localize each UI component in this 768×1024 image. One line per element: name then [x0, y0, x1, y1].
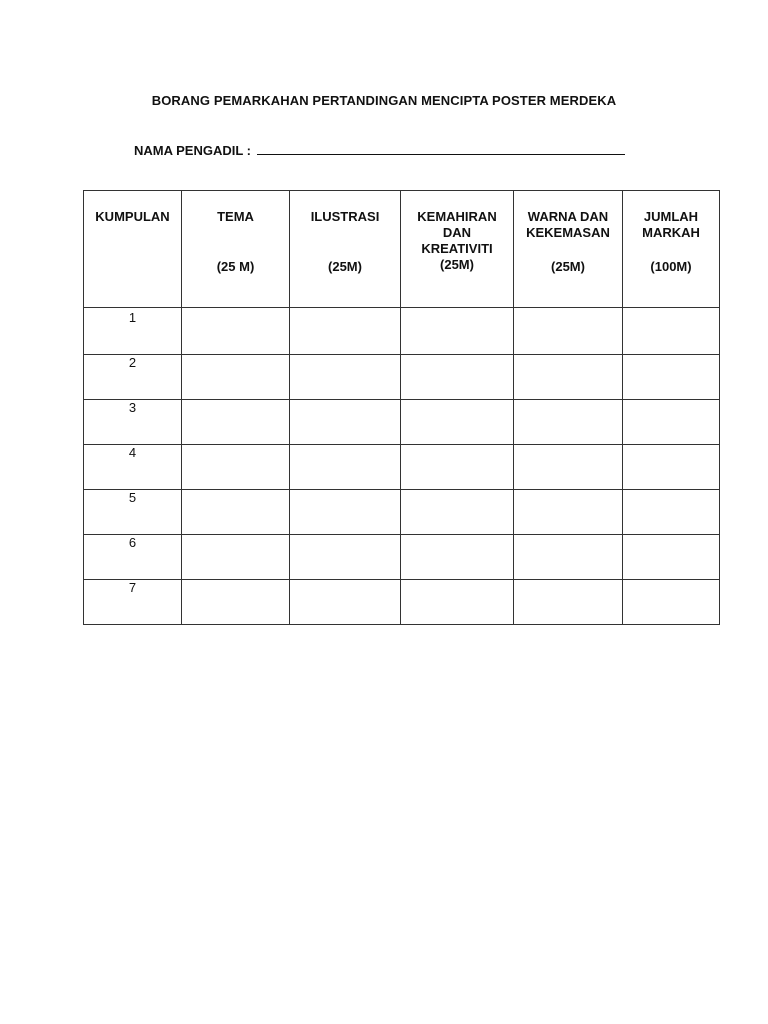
score-cell-ilustrasi[interactable] — [290, 535, 401, 580]
score-cell-warna[interactable] — [514, 535, 623, 580]
score-cell-tema[interactable] — [182, 445, 290, 490]
table-row — [84, 355, 720, 400]
table-row — [84, 490, 720, 535]
score-cell-kemahiran[interactable] — [401, 535, 514, 580]
score-cell-kemahiran[interactable] — [401, 445, 514, 490]
col-header-label: JUMLAH MARKAH — [642, 209, 700, 240]
score-cell-warna[interactable] — [514, 490, 623, 535]
col-header-tema — [182, 191, 290, 308]
header-row — [84, 191, 720, 308]
score-cell-warna[interactable] — [514, 445, 623, 490]
table-row — [84, 308, 720, 355]
col-header-kumpulan — [84, 191, 182, 308]
score-cell-kemahiran[interactable] — [401, 580, 514, 625]
table-row — [84, 400, 720, 445]
group-number: 7 — [84, 580, 182, 625]
col-header-label: ILUSTRASI — [310, 209, 380, 224]
score-cell-warna[interactable] — [514, 355, 623, 400]
col-header-label: WARNA DAN KEKEMASAN — [526, 209, 610, 240]
score-table — [83, 190, 720, 625]
score-cell-jumlah[interactable] — [623, 355, 720, 400]
score-cell-jumlah[interactable] — [623, 580, 720, 625]
col-header-mark: (100M) — [650, 259, 692, 274]
score-cell-tema[interactable] — [182, 490, 290, 535]
score-cell-jumlah[interactable] — [623, 308, 720, 355]
score-cell-ilustrasi[interactable] — [290, 445, 401, 490]
score-cell-tema[interactable] — [182, 355, 290, 400]
judge-name-label: NAMA PENGADIL : — [134, 143, 251, 158]
score-cell-warna[interactable] — [514, 308, 623, 355]
score-cell-warna[interactable] — [514, 400, 623, 445]
group-number: 4 — [84, 445, 182, 490]
col-header-warna — [514, 191, 623, 308]
score-cell-kemahiran[interactable] — [401, 400, 514, 445]
col-header-label: KEMAHIRAN DAN KREATIVITI — [417, 209, 497, 256]
score-cell-tema[interactable] — [182, 580, 290, 625]
score-cell-kemahiran[interactable] — [401, 308, 514, 355]
table-row — [84, 535, 720, 580]
col-header-ilustrasi — [290, 191, 401, 308]
score-cell-jumlah[interactable] — [623, 400, 720, 445]
score-cell-jumlah[interactable] — [623, 445, 720, 490]
col-header-mark: (25M) — [440, 257, 474, 272]
score-cell-kemahiran[interactable] — [401, 355, 514, 400]
judge-name-row — [134, 143, 625, 158]
form-title: BORANG PEMARKAHAN PERTANDINGAN MENCIPTA POSTER MERDEKA — [151, 93, 617, 108]
score-cell-jumlah[interactable] — [623, 535, 720, 580]
score-cell-jumlah[interactable] — [623, 490, 720, 535]
col-header-mark: (25M) — [551, 259, 585, 274]
col-header-jumlah — [623, 191, 720, 308]
judge-name-blank — [257, 143, 625, 155]
table-row — [84, 445, 720, 490]
score-cell-tema[interactable] — [182, 400, 290, 445]
col-header-mark: (25 M) — [216, 259, 255, 274]
score-cell-tema[interactable] — [182, 308, 290, 355]
col-header-label: KUMPULAN — [95, 209, 170, 224]
group-number: 1 — [84, 308, 182, 355]
score-cell-ilustrasi[interactable] — [290, 490, 401, 535]
score-cell-ilustrasi[interactable] — [290, 580, 401, 625]
col-header-mark: (25M) — [328, 259, 362, 274]
group-number: 5 — [84, 490, 182, 535]
score-cell-warna[interactable] — [514, 580, 623, 625]
score-cell-kemahiran[interactable] — [401, 490, 514, 535]
score-cell-ilustrasi[interactable] — [290, 355, 401, 400]
score-cell-ilustrasi[interactable] — [290, 308, 401, 355]
score-cell-tema[interactable] — [182, 535, 290, 580]
group-number: 6 — [84, 535, 182, 580]
score-cell-ilustrasi[interactable] — [290, 400, 401, 445]
group-number: 3 — [84, 400, 182, 445]
group-number: 2 — [84, 355, 182, 400]
col-header-label: TEMA — [217, 209, 254, 224]
table-row — [84, 580, 720, 625]
col-header-kemahiran — [401, 191, 514, 308]
